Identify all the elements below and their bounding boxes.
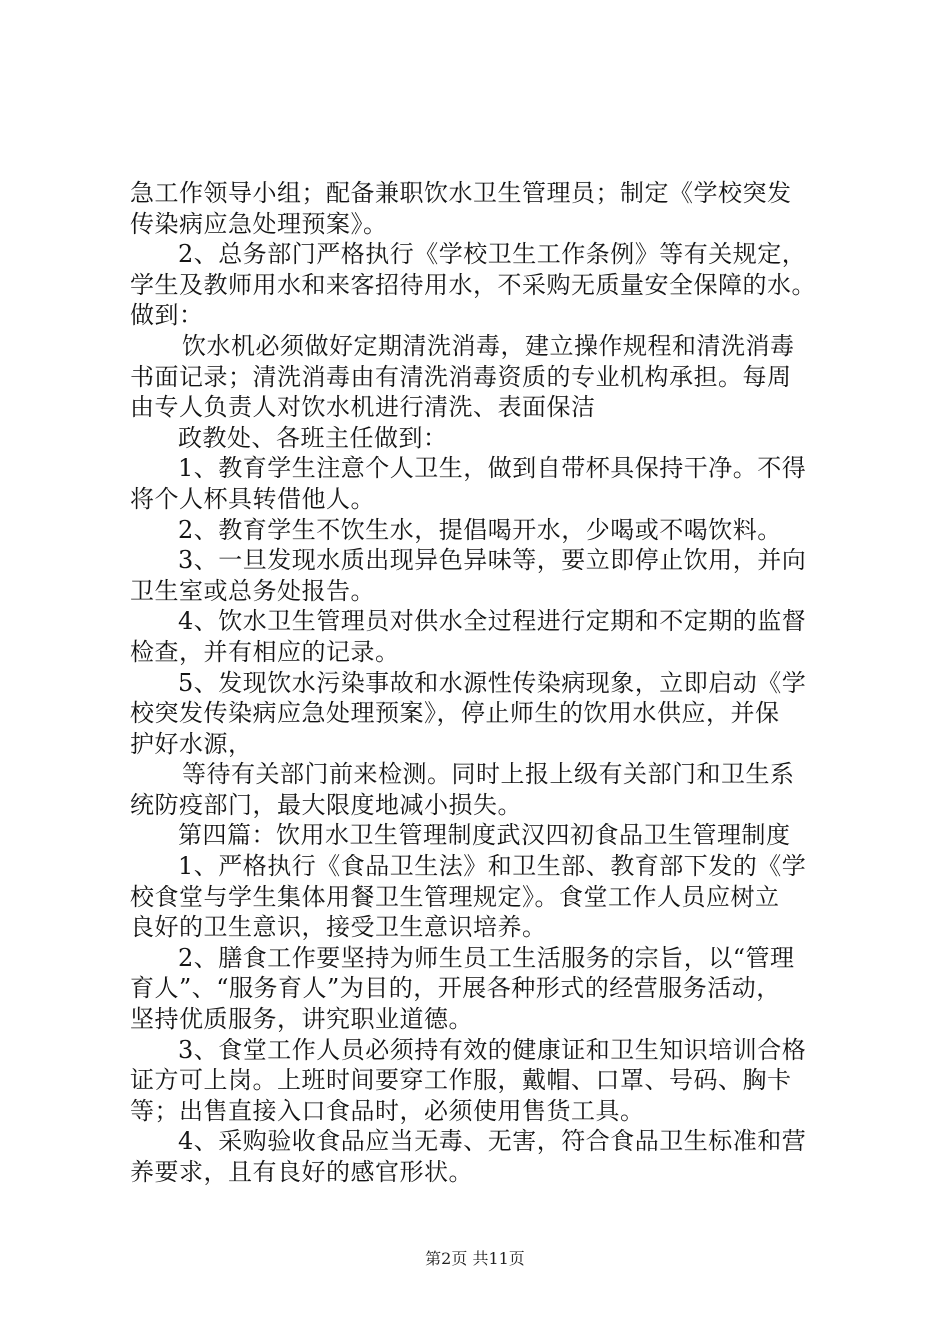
text-line: 将个人杯具转借他人。 xyxy=(130,484,375,513)
text-line: 等待有关部门前来检测。同时上报上级有关部门和卫生系 xyxy=(182,760,795,789)
text-line: 1、教育学生注意个人卫生，做到自带杯具保持干净。不得 xyxy=(178,454,807,483)
text-line: 2、教育学生不饮生水，提倡喝开水，少喝或不喝饮料。 xyxy=(178,515,782,544)
text-line: 4、饮水卫生管理员对供水全过程进行定期和不定期的监督 xyxy=(178,607,807,636)
text-line: 1、严格执行《食品卫生法》和卫生部、教育部下发的《学 xyxy=(178,852,807,881)
text-line: 坚持优质服务，讲究职业道德。 xyxy=(130,1005,473,1034)
text-line: 2、膳食工作要坚持为师生员工生活服务的宗旨，以“管理 xyxy=(178,943,795,972)
text-line: 良好的卫生意识，接受卫生意识培养。 xyxy=(130,913,547,942)
text-line: 2、总务部门严格执行《学校卫生工作条例》等有关规定， xyxy=(178,240,807,269)
text-line: 校食堂与学生集体用餐卫生管理规定》。食堂工作人员应树立 xyxy=(130,882,780,911)
text-line: 4、采购验收食品应当无毒、无害，符合食品卫生标准和营 xyxy=(178,1127,807,1156)
text-line: 急工作领导小组；配备兼职饮水卫生管理员；制定《学校突发 xyxy=(130,179,792,207)
section-heading: 第四篇：饮用水卫生管理制度武汉四初食品卫生管理制度 xyxy=(178,821,791,850)
text-line: 育人”、“服务育人”为目的，开展各种形式的经营服务活动， xyxy=(130,974,781,1003)
text-line: 等；出售直接入口食品时，必须使用售货工具。 xyxy=(130,1096,645,1125)
page-footer: 第2页 共11页 xyxy=(425,1249,525,1268)
text-line: 养要求，且有良好的感官形状。 xyxy=(130,1158,473,1186)
text-line: 证方可上岗。上班时间要穿工作服，戴帽、口罩、号码、胸卡 xyxy=(130,1066,792,1095)
text-line: 统防疫部门，最大限度地减小损失。 xyxy=(130,790,522,819)
text-line: 书面记录；清洗消毒由有清洗消毒资质的专业机构承担。每周 xyxy=(130,362,792,391)
document-body xyxy=(130,178,850,1188)
text-line: 检查，并有相应的记录。 xyxy=(130,637,400,666)
text-line: 做到： xyxy=(130,301,204,330)
text-line: 饮水机必须做好定期清洗消毒，建立操作规程和清洗消毒 xyxy=(182,331,795,360)
text-line: 学生及教师用水和来客招待用水，不采购无质量安全保障的水。 xyxy=(130,270,816,299)
text-line: 政教处、各班主任做到： xyxy=(178,423,448,452)
text-line: 由专人负责人对饮水机进行清洗、表面保洁 xyxy=(130,393,596,422)
text-line: 3、一旦发现水质出现异色异味等，要立即停止饮用，并向 xyxy=(178,546,807,575)
text-line: 护好水源， xyxy=(130,729,253,758)
text-line: 5、发现饮水污染事故和水源性传染病现象，立即启动《学 xyxy=(178,668,807,697)
text-line: 传染病应急处理预案》。 xyxy=(130,209,388,238)
text-line: 校突发传染病应急处理预案》，停止师生的饮用水供应，并保 xyxy=(130,699,780,728)
text-line: 3、食堂工作人员必须持有效的健康证和卫生知识培训合格 xyxy=(178,1035,807,1064)
text-line: 卫生室或总务处报告。 xyxy=(130,576,375,605)
